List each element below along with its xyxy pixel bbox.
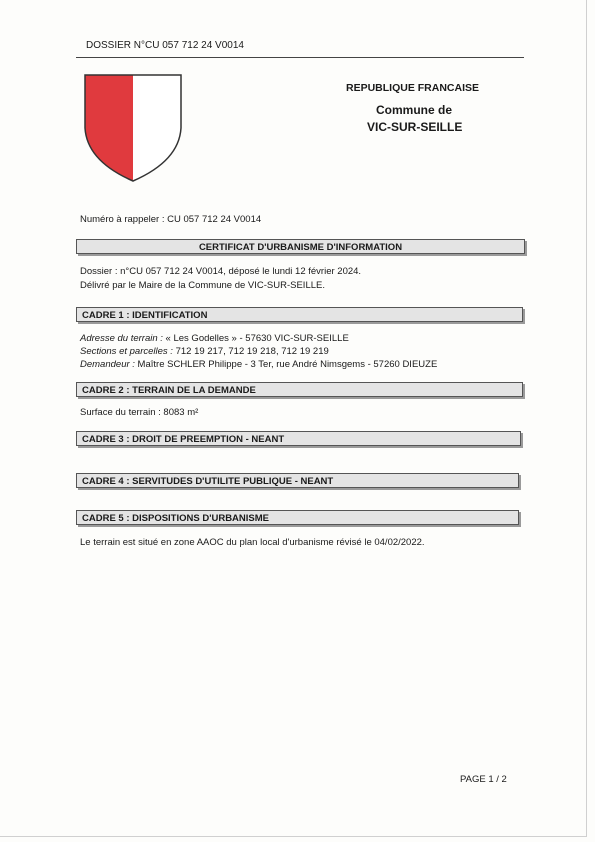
reference-number: Numéro à rappeler : CU 057 712 24 V0014 [80,214,262,225]
header-rule [76,57,524,58]
sections-line [80,346,329,359]
republic-title: REPUBLIQUE FRANCAISE [346,82,480,94]
certificate-title-box [76,239,525,254]
address-value: « Les Godelles » - 57630 VIC-SUR-SEILLE [162,333,349,344]
dossier-line: Dossier : n°CU 057 712 24 V0014, déposé le lundi 12 février 2024. [80,266,362,277]
cadre3-box [76,431,521,446]
sections-label: Sections et parcelles : [80,346,173,357]
cadre2-title: CADRE 2 : TERRAIN DE LA DEMANDE [82,385,256,396]
crest-right-half [133,75,181,181]
cadre1-title: CADRE 1 : IDENTIFICATION [82,310,208,321]
cadre3-title: CADRE 3 : DROIT DE PREEMPTION - NEANT [82,434,285,445]
commune-name: VIC-SUR-SEILLE [367,120,463,134]
cadre5-box [76,510,519,525]
cadre2-box [76,382,523,397]
cadre1-box [76,307,523,322]
cadre4-box [76,473,519,488]
applicant-label: Demandeur : [80,359,135,370]
certificate-title: CERTIFICAT D'URBANISME D'INFORMATION [198,242,403,253]
sections-value: 712 19 217, 712 19 218, 712 19 219 [172,346,329,357]
zoning-line: Le terrain est situé en zone AAOC du plan local d'urbanisme révisé le 04/02/2022. [80,537,425,548]
cadre4-title: CADRE 4 : SERVITUDES D'UTILITE PUBLIQUE - NEANT [82,476,334,487]
applicant-value: Maître SCHLER Philippe - 3 Ter, rue André Nimsgems - 57260 DIEUZE [134,359,438,370]
page-number: PAGE 1 / 2 [460,774,507,785]
applicant-line [80,359,437,372]
address-label: Adresse du terrain : [80,333,163,344]
coat-of-arms-icon [83,73,183,183]
cadre5-title: CADRE 5 : DISPOSITIONS D'URBANISME [82,513,269,524]
dossier-number-header: DOSSIER N°CU 057 712 24 V0014 [86,40,244,51]
crest-left-half [85,75,133,181]
surface-line: Surface du terrain : 8083 m² [80,407,199,418]
address-line [80,333,349,346]
issuer-line: Délivré par le Maire de la Commune de VIC-SUR-SEILLE. [80,280,325,291]
commune-label: Commune de [376,103,453,117]
